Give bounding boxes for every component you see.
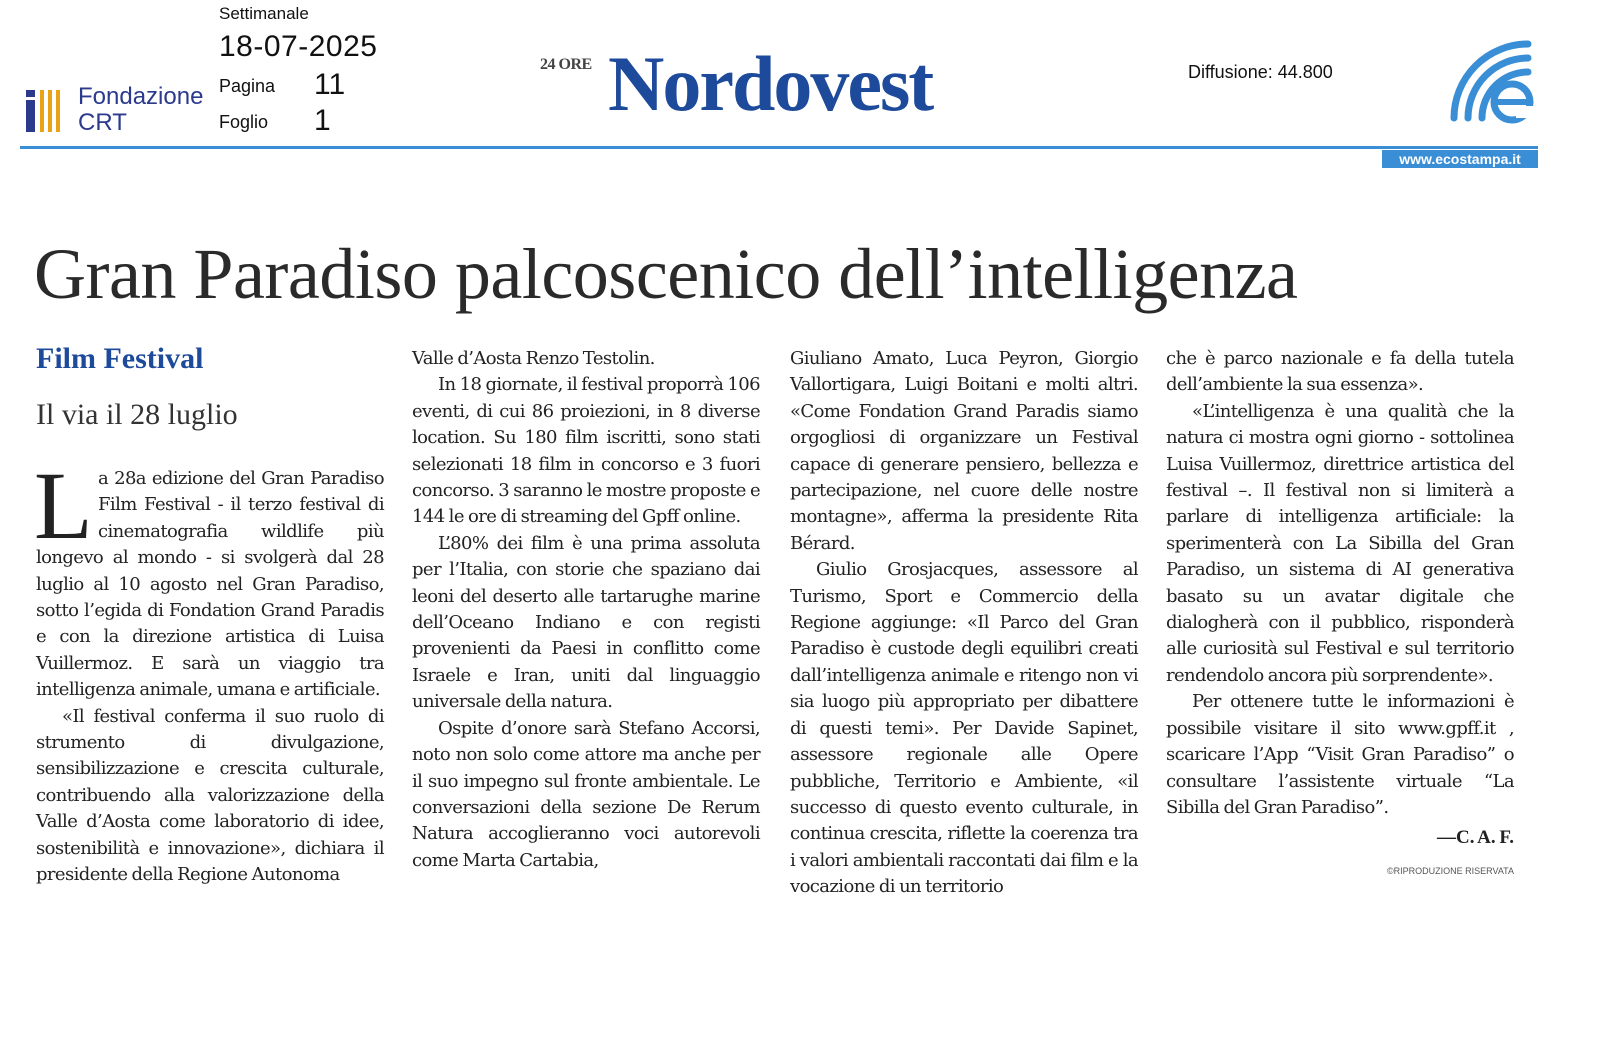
page-number: 11 — [314, 68, 346, 101]
copyright-notice: ©RIPRODUZIONE RISERVATA — [1387, 865, 1514, 876]
article-headline: Gran Paradiso palcoscenico dell’intelligenza — [34, 234, 1298, 314]
page-label: Pagina — [219, 76, 276, 96]
ecostampa-logo-icon — [1446, 36, 1538, 128]
sheet-number: 1 — [314, 104, 331, 137]
paragraph: Ospite d’onore sarà Stefano Accorsi, noto non solo come attore ma anche per il suo impegno sul fronte ambientale. Le conversazioni della sezione De Rerum Natura accoglieranno voci autorevoli come Marta Cartabia, — [412, 717, 760, 871]
paragraph: L’80% dei film è una prima assoluta per l’Italia, con storie che spaziano dai leoni del deserto alle tartarughe marine dell’Oceano Indiano e con registi provenienti da Paesi in conflitto come Israele e Iran, uniti dal linguaggio universale della natura. — [412, 532, 760, 713]
article-column-3 — [790, 346, 1138, 901]
paragraph: Giuliano Amato, Luca Peyron, Giorgio Vallortigara, Luigi Boitani e molti altri. «Come Fondation Grand Paradis siamo orgogliosi di organizzare un Festival capace di generare pensiero, bellezza e partecipazione, nel cuore delle nostre montagne», afferma la presidente Rita Bérard. — [790, 348, 1138, 554]
foundation-name — [78, 84, 203, 136]
masthead-24ore-logo: 24 ORE — [540, 56, 592, 73]
header-divider — [20, 146, 1538, 149]
circulation-figure: Diffusione: 44.800 — [1188, 62, 1333, 82]
paragraph: «Il festival conferma il suo ruolo di strumento di divulgazione, sensibilizzazione e crescita culturale, contribuendo alla valorizzazione della Valle d’Aosta come laboratorio di idee, sostenibilità e innovazione», dichiara il presidente della Regione Autonoma — [36, 705, 384, 886]
article-column-1 — [34, 452, 384, 889]
paragraph: che è parco nazionale e fa della tutela dell’ambiente la sua essenza». — [1166, 348, 1514, 396]
article-subheadline: Il via il 28 luglio — [36, 398, 238, 431]
foundation-name-line1: Fondazione — [78, 83, 204, 110]
masthead-title: Nordovest — [608, 40, 933, 127]
paragraph: «L’intelligenza è una qualità che la natura ci mostra ogni giorno - sottolinea Luisa Vuillermoz, direttrice artistica del festival –. Il festival non si limiterà a parlare di intelligenza artificiale: la sperimenterà con La Sibilla del Gran Paradiso, un sistema di AI generativa basato su un avatar digitale che dialogherà con il pubblico, risponderà alle curiosità sul Festival e sul territorio rendendolo ancora più sorprendente». — [1166, 400, 1514, 686]
article-column-2 — [412, 346, 760, 874]
foundation-name-line2: CRT — [78, 109, 127, 136]
article-column-4 — [1166, 346, 1514, 884]
publication-frequency: Settimanale — [219, 4, 309, 23]
sheet-label: Foglio — [219, 112, 269, 132]
article-kicker: Film Festival — [36, 342, 204, 375]
paragraph: Per ottenere tutte le informazioni è possibile visitare il sito www.gpff.it , scaricare l’App “Visit Gran Paradiso” o consultare l’assistente virtuale “La Sibilla del Gran Paradiso”. — [1166, 691, 1514, 818]
paragraph — [34, 452, 384, 704]
author-signature: —C. A. F. — [1436, 827, 1514, 849]
publication-date: 18-07-2025 — [219, 30, 378, 63]
paragraph-text: a 28a edizione del Gran Paradiso Film Festival - il terzo festival di cinematografia wildlife più longevo al mondo - si svolgerà dal 28 luglio al 10 agosto nel Gran Paradiso, sotto l’egida di Fondation Grand Paradis e con la direzione artistica di Luisa Vuillermoz. E sarà un viaggio tra intelligenza animale, umana e artificiale. — [36, 468, 384, 701]
paragraph: In 18 giornate, il festival proporrà 106 eventi, di cui 86 proiezioni, in 8 diverse location. Su 180 film iscritti, sono stati selezionati 18 film in concorso e 3 fuori concorso. 3 saranno le mostre proposte e 144 le ore di streaming del Gpff online. — [412, 374, 760, 528]
drop-cap: L — [34, 452, 93, 559]
fondazione-crt-logo-icon — [26, 86, 72, 132]
website-link[interactable]: www.ecostampa.it — [1382, 150, 1538, 168]
paragraph: Giulio Grosjacques, assessore al Turismo, Sport e Commercio della Regione aggiunge: «Il Parco del Gran Paradiso è custode degli equilibri creati dall’intelligenza animale e ritengo non vi sia luogo più appropriato per dibattere di questi temi». Per Davide Sapinet, assessore regionale alle Opere pubbliche, Territorio e Ambiente, «il successo di questo evento culturale, in continua crescita, riflette la coerenza tra i valori ambientali raccontati dai film e la vocazione di un territorio — [790, 559, 1138, 898]
paragraph: Valle d’Aosta Renzo Testolin. — [412, 348, 655, 369]
